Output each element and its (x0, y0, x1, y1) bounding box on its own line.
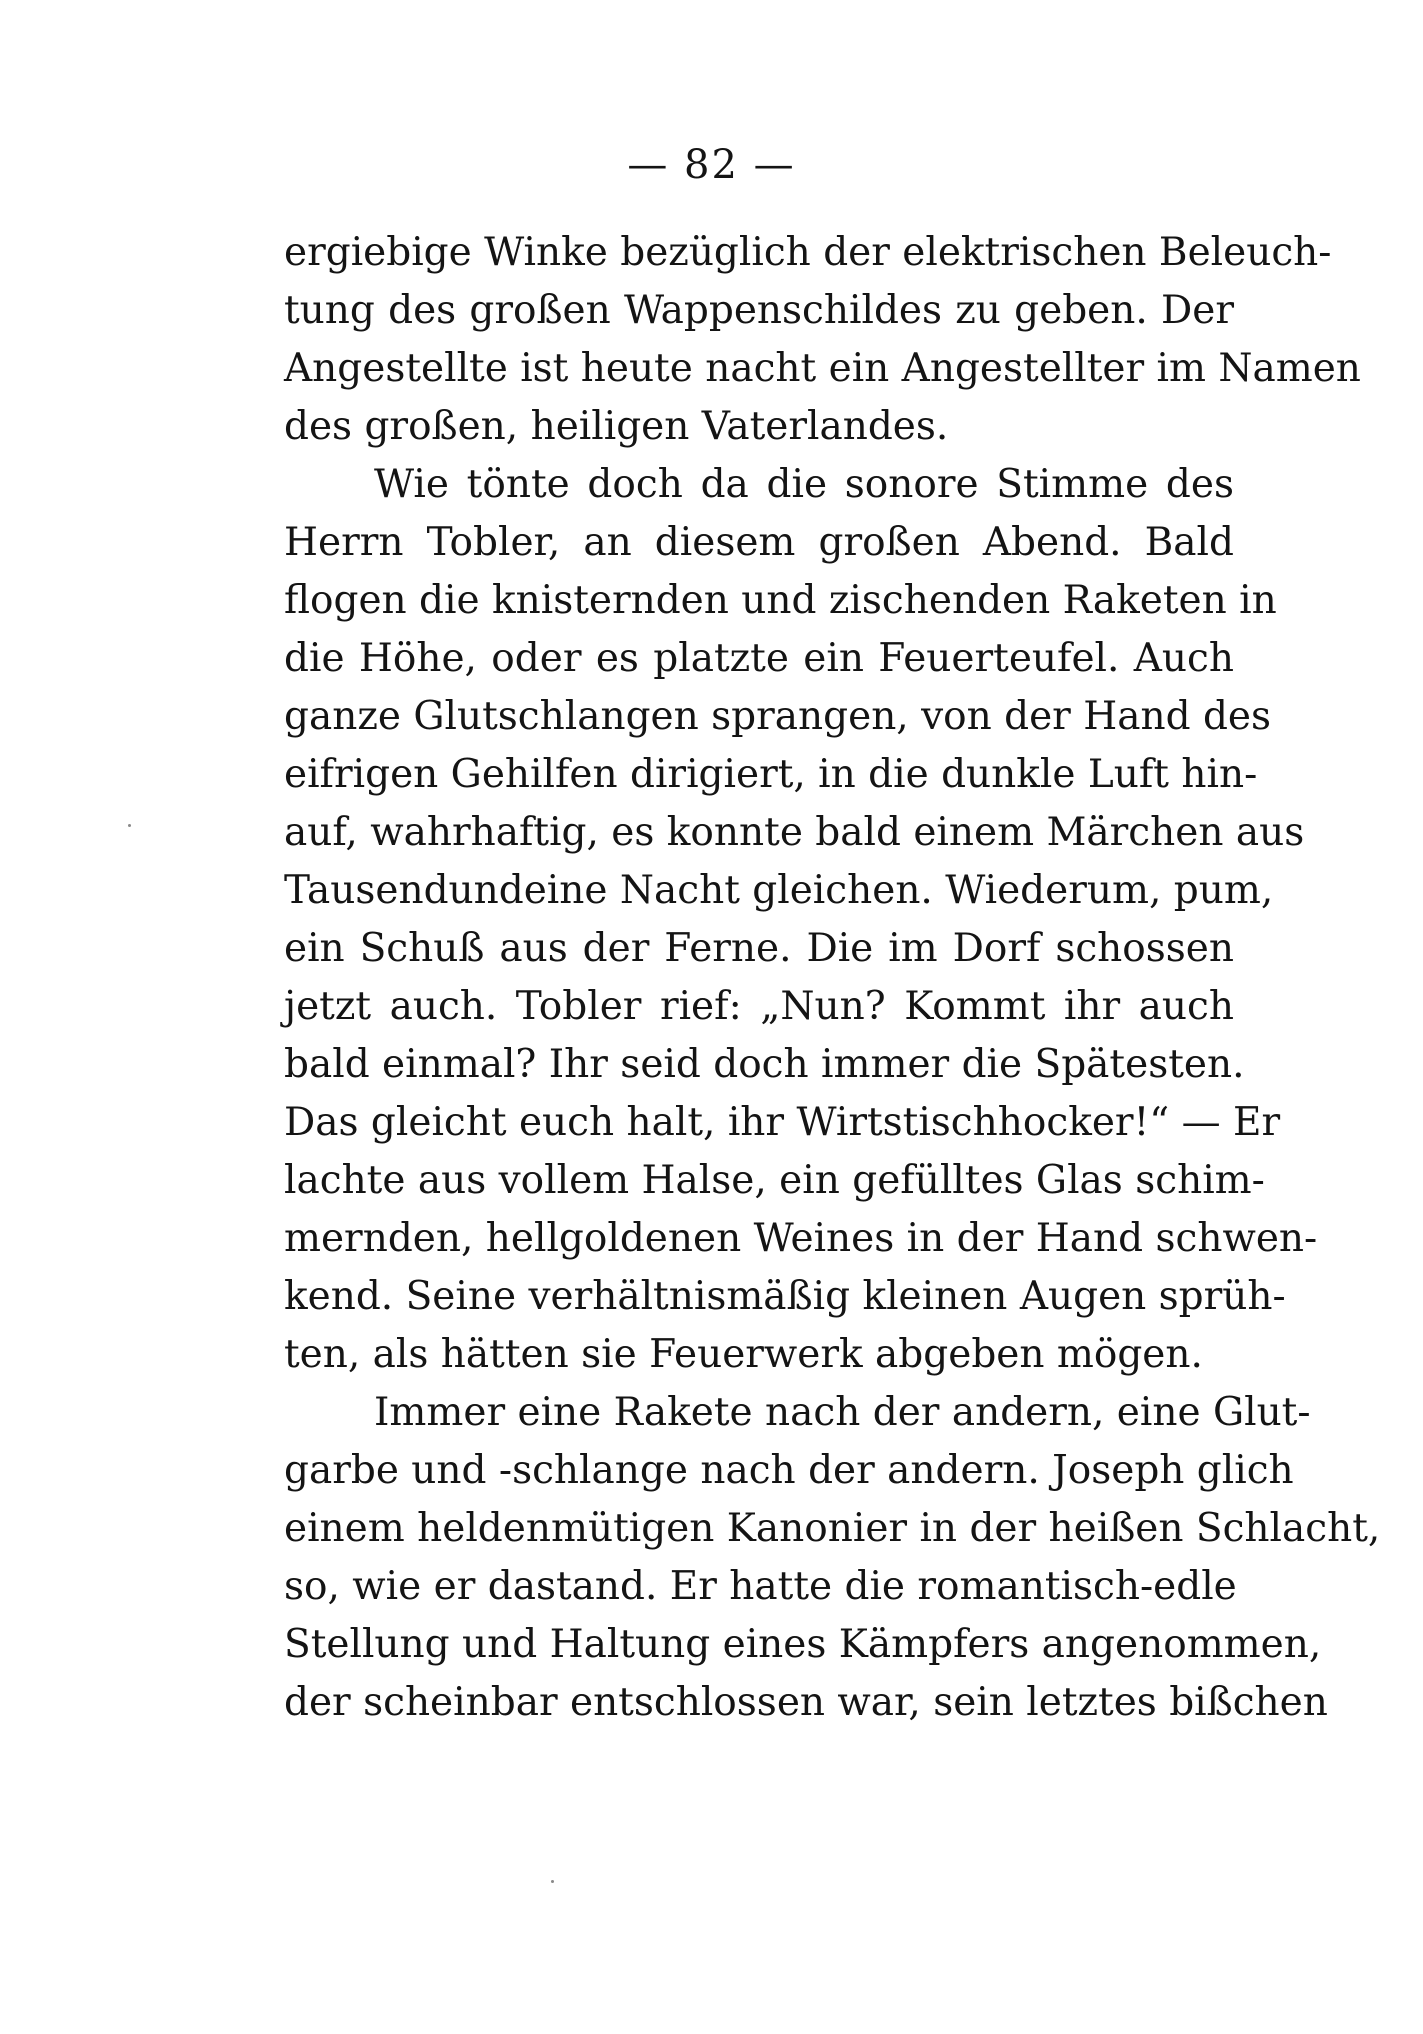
text-line: Immer eine Rakete nach der andern, eine Glut- (374, 1390, 1311, 1435)
text-line: flogen die knisternden und zischenden Raketen in (284, 578, 1277, 623)
text-line: Herrn Tobler, an diesem großen Abend. Bald (284, 520, 1234, 565)
text-line: lachte aus vollem Halse, ein gefülltes Glas schim- (284, 1158, 1265, 1203)
text-line: auf, wahrhaftig, es konnte bald einem Märchen aus (284, 810, 1305, 855)
body-text (284, 224, 1381, 1732)
text-line: ten, als hätten sie Feuerwerk abgeben mögen. (284, 1332, 1203, 1377)
text-line: ein Schuß aus der Ferne. Die im Dorf schossen (284, 926, 1234, 971)
text-line: mernden, hellgoldenen Weines in der Hand schwen- (284, 1216, 1318, 1261)
text-line: einem heldenmütigen Kanonier in der heißen Schlacht, (284, 1506, 1381, 1551)
scan-speck (128, 824, 131, 827)
text-line: Angestellte ist heute nacht ein Angestellter im Namen (284, 346, 1361, 391)
text-line: Das gleicht euch halt, ihr Wirtstischhocker!“ — Er (284, 1100, 1281, 1145)
text-line: Stellung und Haltung eines Kämpfers angenommen, (284, 1622, 1322, 1667)
text-line: kend. Seine verhältnismäßig kleinen Augen sprüh- (284, 1274, 1286, 1319)
scan-speck (551, 1880, 554, 1883)
page-number: — 82 — (627, 142, 796, 188)
text-line: bald einmal? Ihr seid doch immer die Spätesten. (284, 1042, 1245, 1087)
text-line: Wie tönte doch da die sonore Stimme des (374, 462, 1234, 507)
text-line: ganze Glutschlangen sprangen, von der Hand des (284, 694, 1272, 739)
text-line: die Höhe, oder es platzte ein Feuerteufel. Auch (284, 636, 1234, 681)
text-line: ergiebige Winke bezüglich der elektrischen Beleuch- (284, 230, 1332, 275)
text-line: eifrigen Gehilfen dirigiert, in die dunkle Luft hin- (284, 752, 1258, 797)
text-line: der scheinbar entschlossen war, sein letztes bißchen (284, 1680, 1328, 1725)
text-line: so, wie er dastand. Er hatte die romantisch-edle (284, 1564, 1237, 1609)
text-line: garbe und -schlange nach der andern. Joseph glich (284, 1448, 1294, 1493)
text-line: tung des großen Wappenschildes zu geben. Der (284, 288, 1234, 333)
text-line: jetzt auch. Tobler rief: „Nun? Kommt ihr auch (284, 984, 1234, 1029)
text-line: Tausendundeine Nacht gleichen. Wiederum, pum, (284, 868, 1274, 913)
text-line: des großen, heiligen Vaterlandes. (284, 404, 949, 449)
